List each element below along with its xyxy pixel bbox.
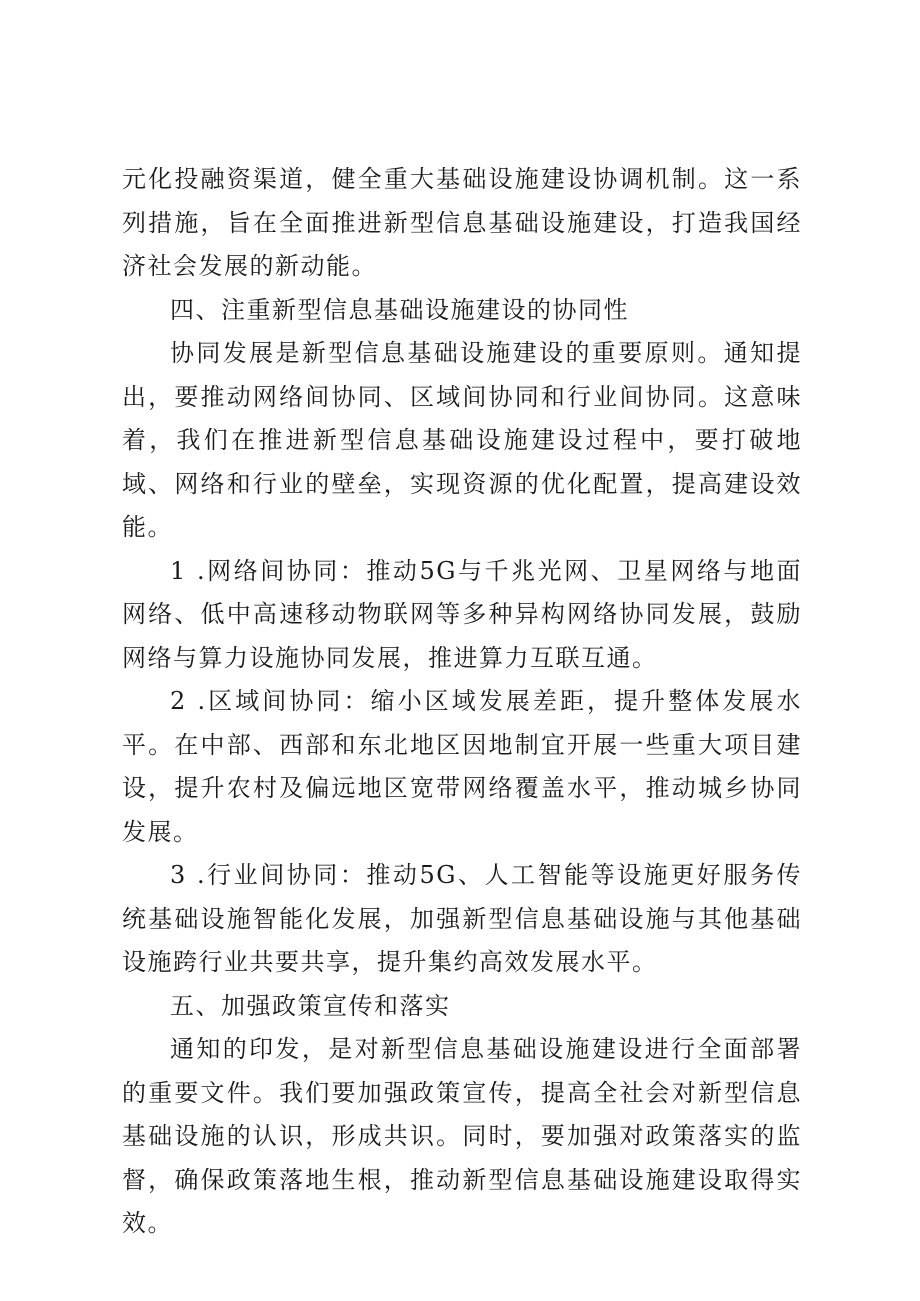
paragraph-policy-implementation: 通知的印发，是对新型信息基础设施建设进行全面部署的重要文件。我们要加强政策宣传，提高全社会对新型信息基础设施的认识，形成共识。同时，要加强对政策落实的监督，确保政策落地生根，推动新型信息基础设施建设取得实效。: [122, 1035, 802, 1237]
list-item-industry-collaboration: 3 .行业间协同：推动5G、人工智能等设施更好服务传统基础设施智能化发展，加强新型信息基础设施与其他基础设施跨行业共要共享，提升集约高效发展水平。: [122, 861, 802, 976]
list-item-network-collaboration: 1 .网络间协同：推动5G与千兆光网、卫星网络与地面网络、低中高速移动物联网等多种异构网络协同发展，鼓励网络与算力设施协同发展，推进算力互联互通。: [122, 556, 802, 672]
list-item-regional-collaboration: 2 .区域间协同：缩小区域发展差距，提升整体发展水平。在中部、西部和东北地区因地制宜开展一些重大项目建设，提升农村及偏远地区宽带网络覆盖水平，推动城乡协同发展。: [122, 687, 802, 846]
paragraph-collaboration-principle: 协同发展是新型信息基础设施建设的重要原则。通知提出，要推动网络间协同、区域间协同和行业间协同。这意味着，我们在推进新型信息基础设施建设过程中，要打破地域、网络和行业的壁垒，实现资源的优化配置，提高建设效能。: [122, 339, 802, 541]
document-body: [122, 158, 802, 1246]
section-heading-5: 五、加强政策宣传和落实: [170, 991, 451, 1020]
section-heading-4: 四、注重新型信息基础设施建设的协同性: [170, 295, 629, 324]
paragraph-continuation: 元化投融资渠道，健全重大基础设施建设协调机制。这一系列措施，旨在全面推进新型信息基础设施建设，打造我国经济社会发展的新动能。: [122, 165, 802, 280]
